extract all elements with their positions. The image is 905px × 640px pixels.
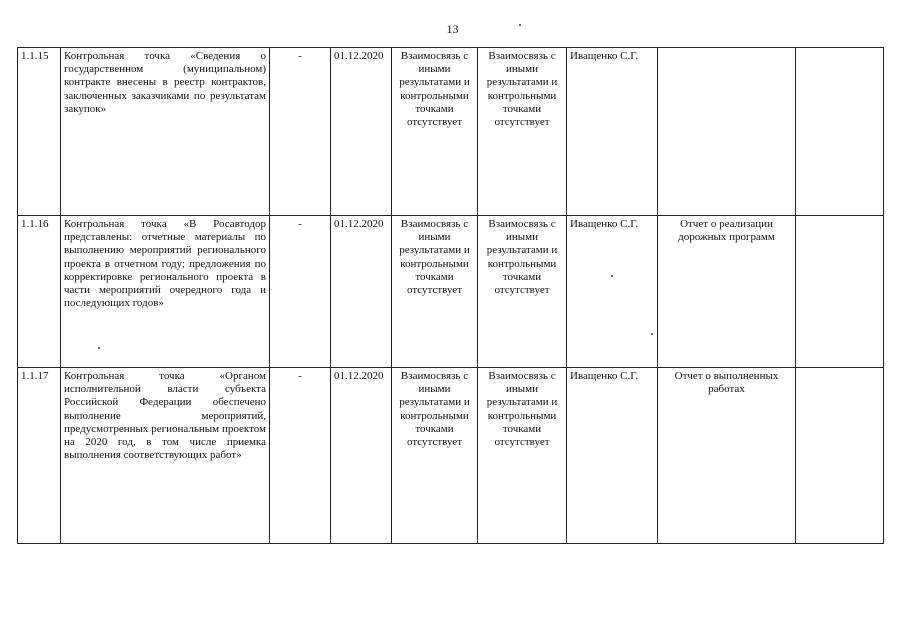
relation-results-cell: Взаимосвязь с иными результатами и контрольными точками отсутствует bbox=[392, 216, 478, 368]
control-point-name-cell: Контрольная точка «В Росавтодор представлены: отчетные материалы по выполнению мероприятий регионального проекта в отчетном году; предложения по корректировке регионального проекта в части мероприятий очередного года и последующих годов» bbox=[61, 216, 270, 368]
start-date-cell: - bbox=[270, 368, 331, 544]
relation-control-points-cell: Взаимосвязь с иными результатами и контрольными точками отсутствует bbox=[478, 216, 567, 368]
row-number-cell: 1.1.15 bbox=[18, 48, 61, 216]
responsible-cell: Иващенко С.Г. bbox=[567, 48, 658, 216]
control-points-table bbox=[17, 47, 884, 544]
control-point-name-cell: Контрольная точка «Органом исполнительной власти субъекта Российской Федерации обеспечено выполнение мероприятий, предусмотренных региональным проектом на 2020 год, в том числе приемка выполнения соответствующих работ» bbox=[61, 368, 270, 544]
scan-speck bbox=[519, 24, 521, 26]
page-number: 13 bbox=[446, 22, 459, 36]
relation-control-points-cell: Взаимосвязь с иными результатами и контрольными точками отсутствует bbox=[478, 368, 567, 544]
end-date-cell: 01.12.2020 bbox=[331, 368, 392, 544]
start-date-cell: - bbox=[270, 216, 331, 368]
end-date-cell: 01.12.2020 bbox=[331, 48, 392, 216]
scan-speck bbox=[651, 333, 653, 335]
row-number-cell: 1.1.16 bbox=[18, 216, 61, 368]
relation-results-cell: Взаимосвязь с иными результатами и контрольными точками отсутствует bbox=[392, 48, 478, 216]
start-date-cell: - bbox=[270, 48, 331, 216]
scan-speck bbox=[98, 347, 100, 349]
document-cell bbox=[658, 48, 796, 216]
document-cell: Отчет о реализации дорожных программ bbox=[658, 216, 796, 368]
level-cell bbox=[796, 48, 884, 216]
table-row bbox=[18, 216, 884, 368]
document-cell: Отчет о выполненных работах bbox=[658, 368, 796, 544]
relation-results-cell: Взаимосвязь с иными результатами и контрольными точками отсутствует bbox=[392, 368, 478, 544]
relation-control-points-cell: Взаимосвязь с иными результатами и контрольными точками отсутствует bbox=[478, 48, 567, 216]
table-row bbox=[18, 368, 884, 544]
table-row bbox=[18, 48, 884, 216]
control-point-name-cell: Контрольная точка «Сведения о государственном (муниципальном) контракте внесены в реестр контрактов, заключенных заказчиками по результатам закупок» bbox=[61, 48, 270, 216]
responsible-cell: Иващенко С.Г. bbox=[567, 216, 658, 368]
row-number-cell: 1.1.17 bbox=[18, 368, 61, 544]
scan-speck bbox=[611, 275, 613, 277]
end-date-cell: 01.12.2020 bbox=[331, 216, 392, 368]
responsible-cell: Иващенко С.Г. bbox=[567, 368, 658, 544]
level-cell bbox=[796, 216, 884, 368]
level-cell bbox=[796, 368, 884, 544]
